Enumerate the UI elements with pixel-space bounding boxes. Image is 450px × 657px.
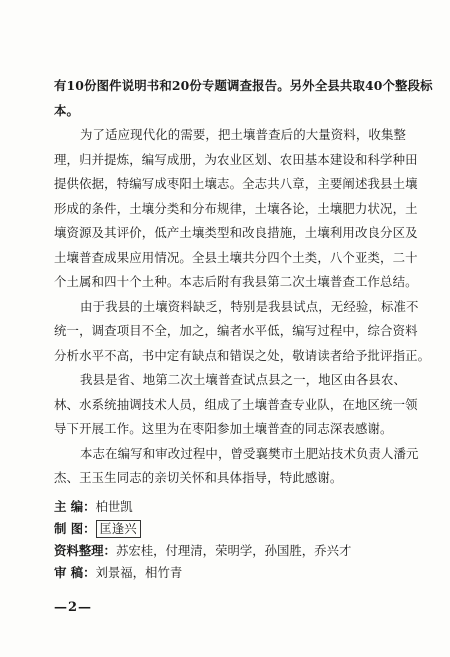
credit-label: 制 图： [54, 521, 96, 536]
text-line: 林、水系统抽调技术人员，组成了土壤普查专业队，在地区统一领 [54, 396, 418, 412]
page-number: —2— [54, 600, 93, 615]
text-line: 个土属和四十个土种。本志后附有我县第二次土壤普查工作总结。 [54, 274, 418, 289]
text-line: 理，归并提炼，编写成册，为农业区划、农田基本建设和科学种田 [54, 151, 418, 167]
text-line: 本。 [54, 102, 80, 118]
credit-value: 柏世凯 [95, 499, 133, 514]
text-line: 导下开展工作。这里为在枣阳参加土壤普查的同志深表感谢。 [54, 421, 393, 436]
text-line: 我县是省、地第二次土壤普查试点县之一，地区由各县农、 [80, 372, 407, 387]
body-text [54, 74, 433, 491]
credit-label: 审 稿： [54, 565, 96, 580]
credits-block [54, 496, 406, 584]
text-line: 本志在编写和审改过程中，曾受襄樊市土肥站技术负责人潘元 [80, 445, 419, 461]
text-line: 杰、王玉生同志的亲切关怀和具体指导，特此感谢。 [54, 470, 343, 485]
credit-editor [54, 496, 406, 518]
text-line: 由于我县的土壤资料缺乏，特别是我县试点，无经验，标准不 [80, 298, 419, 314]
text-line: 统一，调查项目不全，加之，编者水平低，编写过程中，综合资料 [54, 323, 418, 338]
text-line: 提供依据，特编写成枣阳土壤志。全志共八章，主要阐述我县土壤 [54, 176, 418, 191]
credit-review [54, 562, 406, 584]
text-line: 土壤普查成果应用情况。全县土壤共分四个土类，八个亚类，二十 [54, 249, 418, 265]
text-line: 为了适应现代化的需要，把土壤普查后的大量资料，收集整 [80, 127, 407, 142]
text-line: 壤资源及其评价，低产土壤类型和改良措施，土壤利用改良分区及 [54, 225, 418, 240]
credit-label: 主 编： [54, 499, 96, 514]
text-line: 形成的条件，土壤分类和分布规律，土壤各论，土壤肥力状况，土 [54, 200, 418, 216]
text-line: 有10份图件说明书和20份专题调查报告。另外全县共取40个整段标 [54, 78, 433, 93]
credit-data [54, 540, 406, 562]
credit-value: 刘景福，相竹青 [95, 565, 183, 580]
credit-cartography [54, 518, 406, 540]
text-line: 分析水平不高，书中定有缺点和错误之处，敬请读者给予批评指正。 [54, 347, 431, 363]
credit-value-boxed: 匡逢兴 [96, 520, 141, 538]
credit-value: 苏宏桂，付理清，荣明学，孙国胜，乔兴才 [115, 543, 352, 558]
credit-label: 资料整理： [54, 543, 116, 558]
